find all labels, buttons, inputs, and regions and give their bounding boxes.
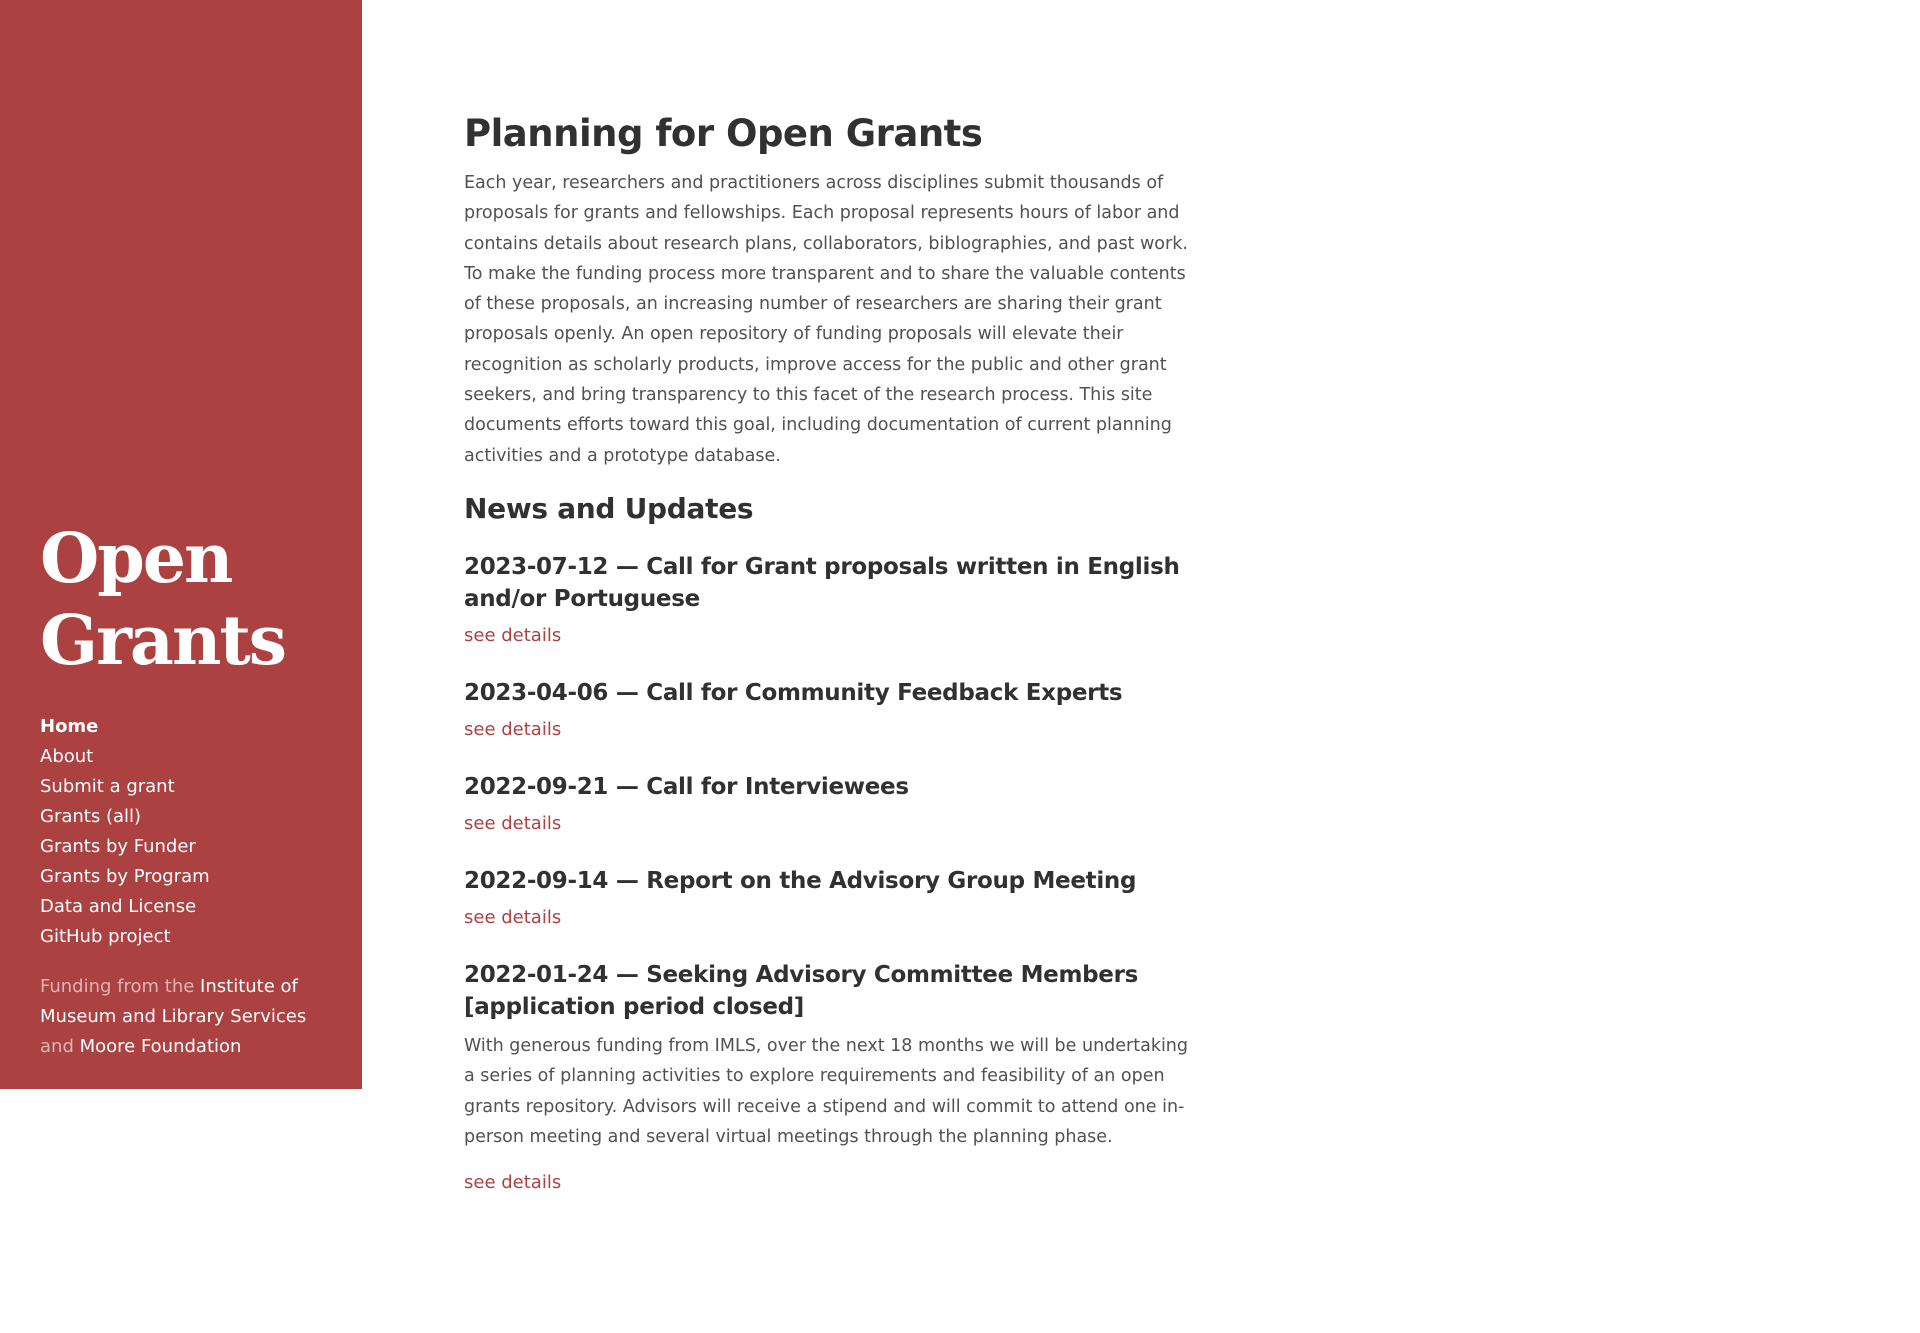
sidebar-nav xyxy=(40,712,330,952)
sidebar-inner xyxy=(40,518,330,1062)
nav-item-github-project[interactable]: GitHub project xyxy=(40,926,171,947)
see-details-link[interactable]: see details xyxy=(464,1172,562,1194)
see-details-link[interactable]: see details xyxy=(464,718,562,740)
sidebar xyxy=(0,0,362,1089)
nav-item-grants-by-program[interactable]: Grants by Program xyxy=(40,866,210,887)
nav-item-grants-all[interactable]: Grants (all) xyxy=(40,806,142,827)
news-post xyxy=(464,677,1194,743)
post-title: 2022-09-14 — Report on the Advisory Group Meeting xyxy=(464,867,1137,894)
nav-item-submit-grant[interactable]: Submit a grant xyxy=(40,776,175,797)
post-body: With generous funding from IMLS, over the next 18 months we will be undertaking a series of planning activities to explore requirements and feasibility of an open grants repository. Advisors will receive a stipend and will commit to attend one in-person meeting and several virtual meetings through the planning phase. xyxy=(464,1035,1189,1147)
nav-item-about[interactable]: About xyxy=(40,746,94,767)
news-post xyxy=(464,959,1194,1196)
funding-prefix: Funding from the xyxy=(40,976,201,997)
main-content xyxy=(464,100,1194,1224)
nav-item-home[interactable]: Home xyxy=(40,716,99,737)
news-heading: News and Updates xyxy=(464,491,754,525)
nav-item-grants-by-funder[interactable]: Grants by Funder xyxy=(40,836,196,857)
news-post xyxy=(464,865,1194,931)
site-title-line1: Open xyxy=(40,519,232,599)
page-title: Planning for Open Grants xyxy=(464,112,983,155)
post-title: 2022-09-21 — Call for Interviewees xyxy=(464,773,909,800)
site-title-line2: Grants xyxy=(40,601,286,681)
intro-paragraph: Each year, researchers and practitioners across disciplines submit thousands of proposals for grants and fellowships. Each proposal represents hours of labor and contains details about research plans, collaborators, biblographies, and past work. To make the funding process more transparent and to share the valuable contents of these proposals, an increasing number of researchers are sharing their grant proposals openly. An open repository of funding proposals will elevate their recognition as scholarly products, improve access for the public and other grant seekers, and bring transparency to this facet of the research process. This site documents efforts toward this goal, including documentation of current planning activities and a prototype database. xyxy=(464,173,1188,466)
site-title-link[interactable] xyxy=(40,518,330,682)
nav-item-data-license[interactable]: Data and License xyxy=(40,896,197,917)
news-post xyxy=(464,551,1194,649)
post-title: 2023-07-12 — Call for Grant proposals written in English and/or Portuguese xyxy=(464,553,1180,612)
funding-and: and xyxy=(40,1036,80,1057)
see-details-link[interactable]: see details xyxy=(464,624,562,646)
see-details-link[interactable]: see details xyxy=(464,906,562,928)
post-title: 2023-04-06 — Call for Community Feedback Experts xyxy=(464,679,1123,706)
moore-foundation-link[interactable]: Moore Foundation xyxy=(79,1036,242,1057)
see-details-link[interactable]: see details xyxy=(464,812,562,834)
funding-note xyxy=(40,972,320,1062)
post-title: 2022-01-24 — Seeking Advisory Committee Members [application period closed] xyxy=(464,961,1139,1020)
news-post xyxy=(464,771,1194,837)
imls-link[interactable]: Institute of Museum and Library Services xyxy=(40,976,307,1027)
